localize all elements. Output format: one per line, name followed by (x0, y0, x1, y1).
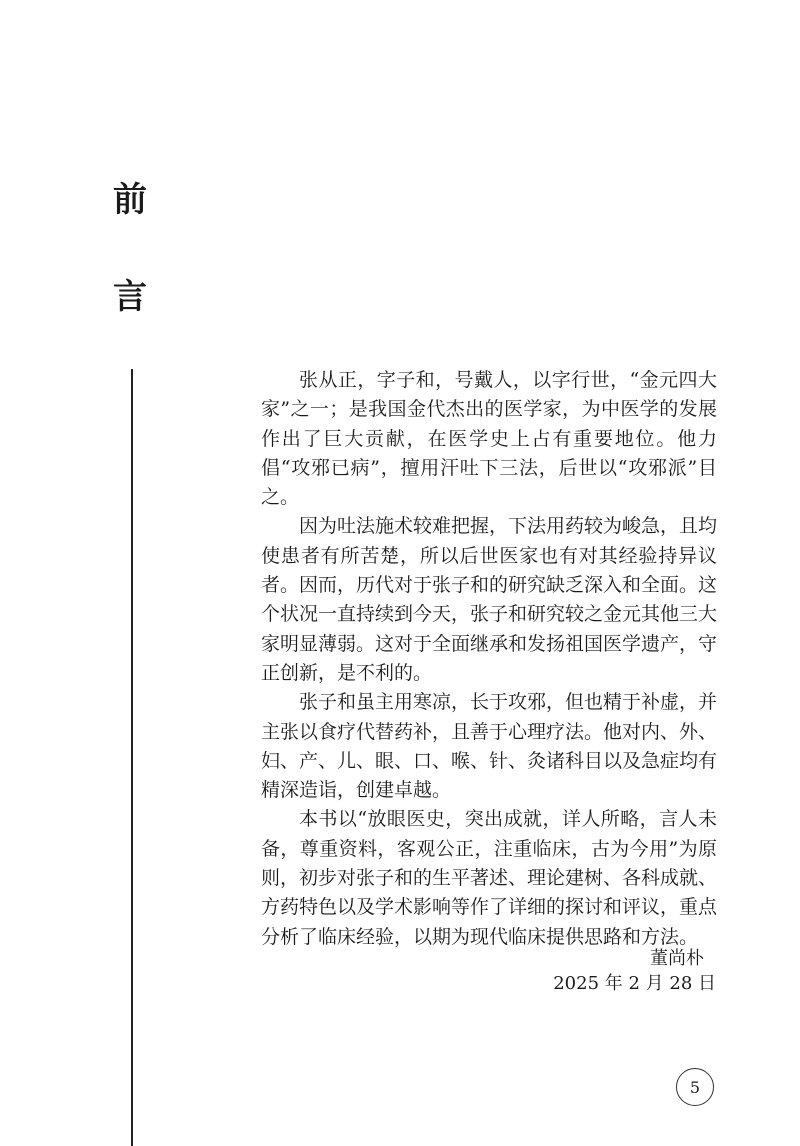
paragraph-1: 张从正，字子和，号戴人，以字行世，“金元四大家”之一；是我国金代杰出的医学家，为中医学的发展作出了巨大贡献，在医学史上占有重要地位。他力倡“攻邪已病”，擅用汗吐下三法，后世以“攻邪派”目之。 (261, 369, 717, 509)
signature-date: 2025 年 2 月 28 日 (553, 973, 716, 995)
paragraph-4: 本书以“放眼医史，突出成就，详人所略，言人未备，尊重资料，客观公正，注重临床，古为今用”为原则，初步对张子和的生平著述、理论建树、各科成就、方药特色以及学术影响等作了详细的探讨和评议，重点分析了临床经验，以期为现代临床提供思路和方法。 (261, 808, 718, 948)
heading-char-1: 前 (113, 180, 147, 220)
paragraph-3: 张子和虽主用寒凉，长于攻邪，但也精于补虚，并主张以食疗代替药补，且善于心理疗法。他对内、外、妇、产、儿、眼、口、喉、针、灸诸科目以及急症均有精深造诣，创建卓越。 (261, 691, 718, 802)
page-number: 5 (676, 1068, 714, 1106)
heading-char-2: 言 (113, 277, 147, 317)
author-name: 董尚朴 (650, 948, 704, 969)
paragraph-2: 因为吐法施术较难把握，下法用药较为峻急，且均使患者有所苦楚，所以后世医家也有对其经验持异议者。因而，历代对于张子和的研究缺乏深入和全面。这个状况一直持续到今天，张子和研究较之金元其他三大家明显薄弱。这对于全面继承和发扬祖国医学遗产，守正创新，是不利的。 (261, 515, 718, 684)
preface-body (261, 366, 717, 952)
signature-block (553, 946, 716, 996)
margin-rule (131, 369, 133, 1146)
